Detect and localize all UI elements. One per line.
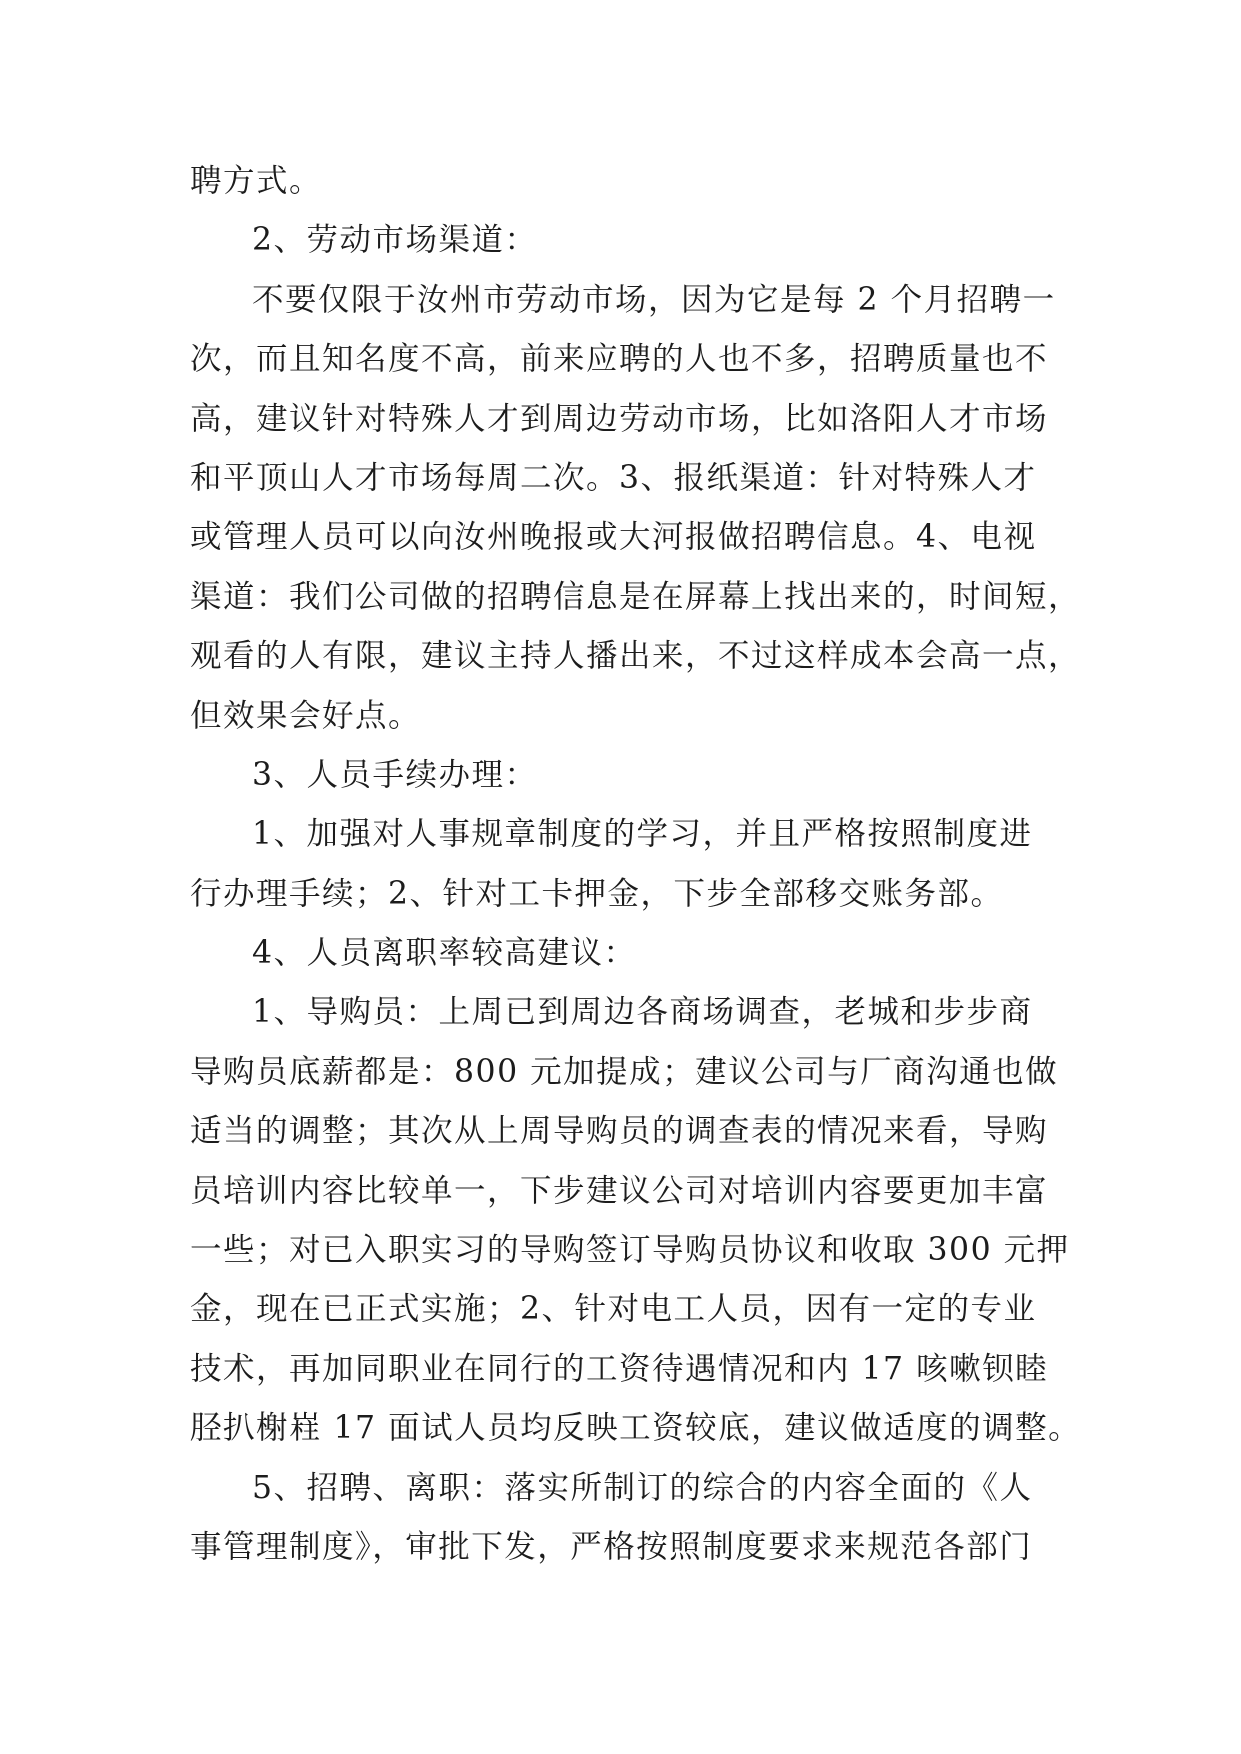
section-heading: 2、劳动市场渠道： — [252, 222, 538, 259]
text-line: 一些；对已入职实习的导购签订导购员协议和收取 300 元押 — [190, 1232, 1070, 1269]
text-line: 胫扒榭嵀 17 面试人员均反映工资较底，建议做适度的调整。 — [190, 1410, 1082, 1447]
section-heading: 3、人员手续办理： — [252, 756, 538, 793]
text-line: 聘方式。 — [190, 163, 323, 199]
text-line: 导购员底薪都是：800 元加提成；建议公司与厂商沟通也做 — [190, 1053, 1059, 1090]
text-line: 行办理手续；2、针对工卡押金，下步全部移交账务部。 — [190, 875, 1004, 912]
text-line: 金，现在已正式实施；2、针对电工人员，因有一定的专业 — [190, 1291, 1037, 1328]
document-body — [190, 152, 1082, 1577]
section-heading: 5、招聘、离职：落实所制订的综合的内容全面的《人 — [252, 1469, 1033, 1506]
text-line: 或管理人员可以向汝州晚报或大河报做招聘信息。4、电视 — [190, 519, 1037, 556]
text-line: 事管理制度》，审批下发，严格按照制度要求来规范各部门 — [190, 1528, 1033, 1565]
text-line: 不要仅限于汝州市劳动市场，因为它是每 2 个月招聘一 — [252, 281, 1056, 318]
section-heading: 4、人员离职率较高建议： — [252, 935, 637, 972]
text-line: 员培训内容比较单一，下步建议公司对培训内容要更加丰富 — [190, 1172, 1049, 1209]
text-line: 高，建议针对特殊人才到周边劳动市场，比如洛阳人才市场 — [190, 400, 1049, 437]
text-line: 1、加强对人事规章制度的学习，并且严格按照制度进 — [252, 816, 1033, 853]
text-line: 和平顶山人才市场每周二次。3、报纸渠道：针对特殊人才 — [190, 459, 1037, 496]
text-line: 但效果会好点。 — [190, 697, 422, 734]
text-line: 次，而且知名度不高，前来应聘的人也不多，招聘质量也不 — [190, 341, 1049, 378]
text-line: 适当的调整；其次从上周导购员的调查表的情况来看，导购 — [190, 1113, 1049, 1150]
text-line: 观看的人有限，建议主持人播出来，不过这样成本会高一点， — [190, 638, 1082, 675]
text-line: 1、导购员：上周已到周边各商场调查，老城和步步商 — [252, 994, 1033, 1031]
text-line: 技术，再加同职业在同行的工资待遇情况和内 17 咳嗽钡睦 — [190, 1350, 1049, 1387]
text-line: 渠道：我们公司做的招聘信息是在屏幕上找出来的，时间短， — [190, 578, 1082, 615]
